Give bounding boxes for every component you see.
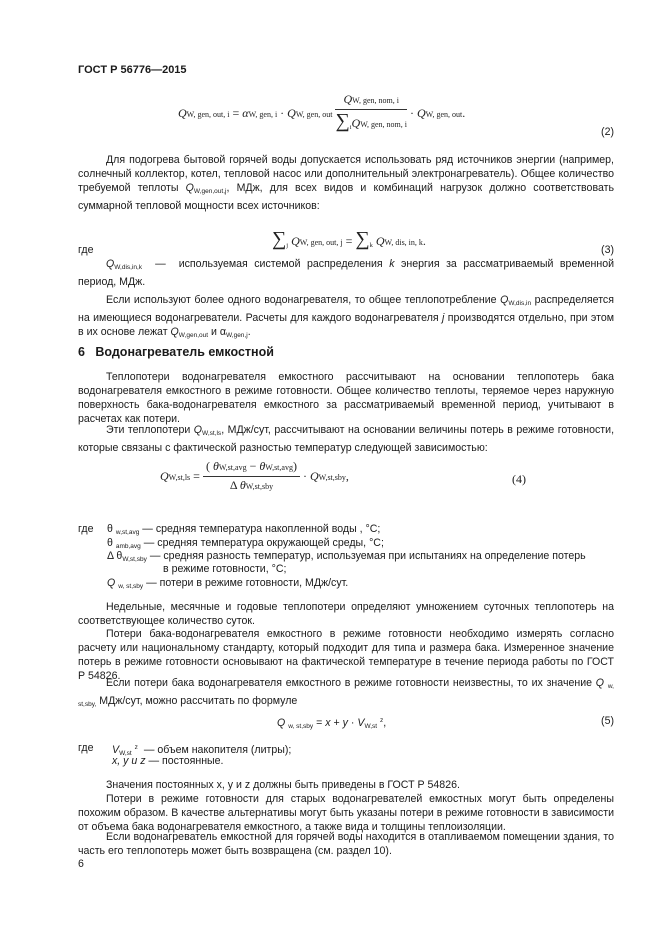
definition-delta-theta-cont: в режиме готовности, °С; — [163, 563, 287, 575]
document-header: ГОСТ Р 56776—2015 — [78, 64, 187, 76]
paragraph-heat-sources: Для подогрева бытовой горячей воды допускается использовать ряд источников энергии (например, солнечный коллектор, котел, тепловой насос или дополнительный электронагреватель). Общее количество требуемой теплоты QW,gen,out,j, МДж, для всех видов и комбинаций нагрузок должно соответствовать суммарной тепловой мощности всех источников: — [78, 154, 614, 212]
paragraph-multiple-heaters: Если используют более одного водонагревателя, то общее теплопотребление QW,dis,in распределяется на имеющиеся водонагреватели. Расчеты для каждого водонагревателя j производятся отдельно, при этом в их основе лежат QW,gen,out и αW,gen,j. — [78, 294, 614, 339]
where-label-3: где — [78, 742, 94, 754]
equation-3-number: (3) — [601, 244, 614, 256]
paragraph-measure-losses: Потери бака-водонагревателя емкостного в режиме готовности необходимо измерять согласно расчету или национальному стандарту, который подходит для типа и размера бака. Измеренное значение потерь в режиме готовности основывают на фактической температуре в течение периода работы по ГОСТ Р 54826. — [78, 628, 614, 682]
where-label-1: где — [78, 244, 94, 256]
definition-theta-amb: θ amb,avg — средняя температура окружающей среды, °С; — [107, 537, 384, 550]
paragraph-constants-ref: Значения постоянных x, y и z должны быть приведены в ГОСТ Р 54826. — [106, 779, 460, 791]
paragraph-old-heaters: Потери в режиме готовности для старых водонагревателей емкостных могут быть определены похожим образом. В качестве альтернативы могут быть указаны потери в режиме готовности в зависимости от объема бака водонагревателя емкостного, а также вида и толщины теплоизоляции. — [78, 793, 614, 833]
paragraph-periodic-losses: Недельные, месячные и годовые теплопотери определяют умножением суточных теплопотерь на соответствующее количество суток. — [78, 601, 614, 627]
definition-theta-st: θ w,st,avg — средняя температура накопленной воды , °С; — [107, 523, 381, 536]
definition-q-sby: Q w, st,sby — потери в режиме готовности, МДж/сут. — [107, 577, 349, 590]
section-heading: 6 Водонагреватель емкостной — [78, 345, 274, 359]
equation-4: QW,st,ls = $\frac{\text{( θW,st,avg − θW,st,avg)}}{\text{Δ θW,st,sby}}$ · QW,st,sby, — [160, 459, 349, 492]
paragraph-losses-calc: Эти теплопотери QW,st,ls, МДж/сут, рассчитывают на основании величины потерь в режиме готовности, которые связаны с фактической разностью температур следующей зависимостью: — [78, 424, 615, 454]
equation-3: $\sum_j$ QW, gen, out, $j = \sum_k$ QW, dis, in, k. — [272, 228, 426, 250]
equation-2-number: (2) — [601, 126, 614, 138]
paragraph-storage-losses: Теплопотери водонагревателя емкостного рассчитывают на основании теплопотерь бака водонагревателя емкостного в режиме готовности. Общее количество теплоты, теряемое через наружную поверхность бака-водонагревателя емкостного за рассматриваемый временной период, учитывают в расчетах как потери. — [78, 371, 614, 425]
where-label-2: где — [78, 523, 94, 535]
equation-5: Q w, st,sby = x + y · VW,st $^z$, — [277, 717, 387, 730]
definition-constants: x, y и z — постоянные. — [112, 755, 224, 767]
definition-delta-theta: Δ θW,st,sby — средняя разность температур, используемая при испытаниях на определение потерь — [107, 550, 586, 563]
equation-5-number: (5) — [601, 715, 614, 727]
paragraph-heated-room: Если водонагреватель емкостной для горячей воды находится в отапливаемом помещении здания, то часть его теплопотерь может быть возвращена (см. раздел 10). — [78, 831, 614, 857]
equation-2: QW, gen, out, i = αW, gen, i · QW, gen, out $\frac{\text{QW, gen, nom, i}}{\sum_iQW, gen, nom, i}$ · QW, gen, out. — [178, 92, 466, 132]
definition-volume: VW,st $^z$ — объем накопителя (литры); — [112, 744, 292, 757]
paragraph-unknown-losses: Если потери бака водонагревателя емкостного в режиме готовности неизвестны, то их значение Q w, st,sby, МДж/сут, можно рассчитать по формуле — [78, 677, 614, 708]
definition-q-dis: QW,dis,in,k — используемая системой распределения k энергия за рассматриваемый временной период, МДж. — [78, 258, 615, 288]
equation-4-number: (4) — [512, 472, 526, 486]
page-number: 6 — [78, 858, 84, 870]
